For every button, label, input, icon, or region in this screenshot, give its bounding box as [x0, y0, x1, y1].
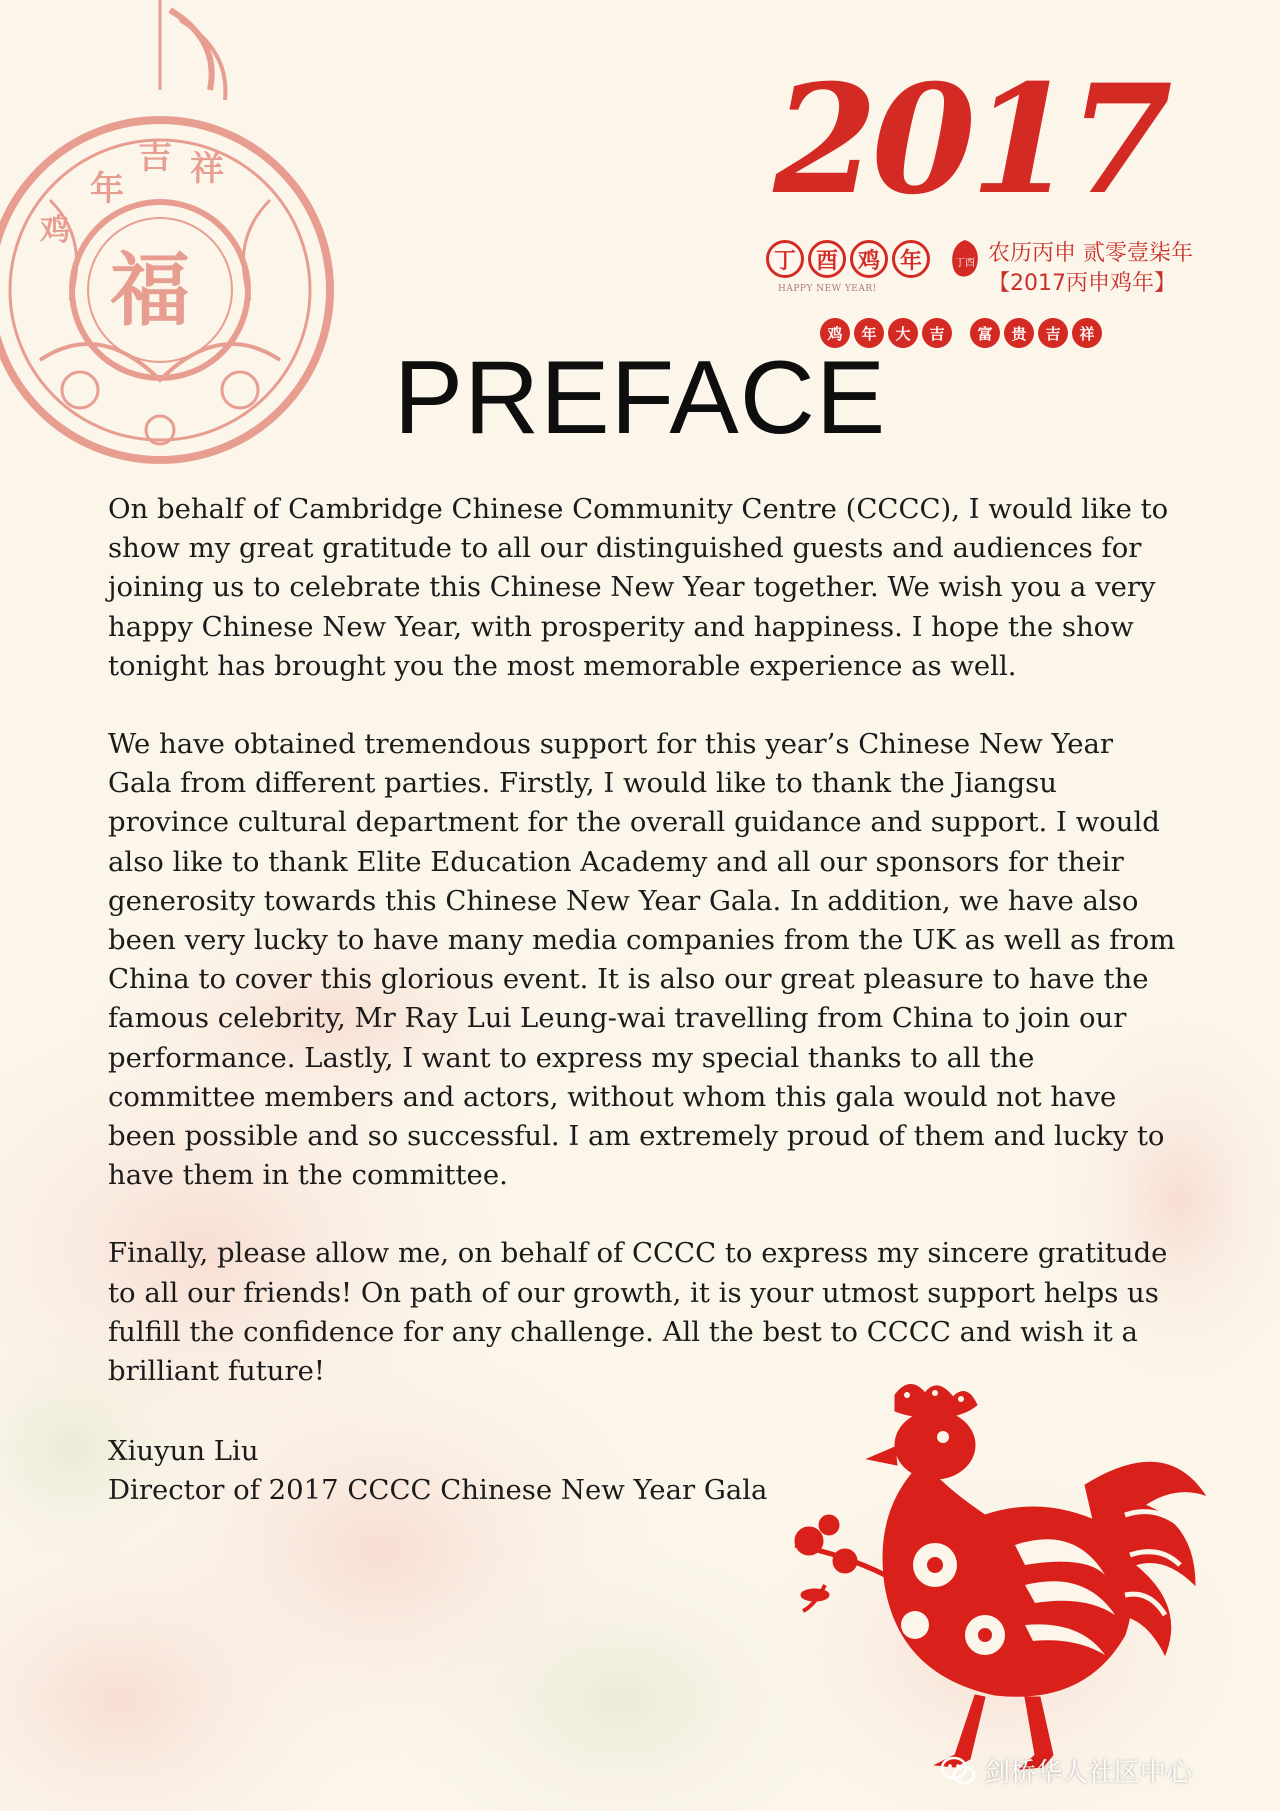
paragraph: We have obtained tremendous support for this year’s Chinese New Year Gala from different parties. Firstly, I would like to thank the Jiangsu province cultural department for the overall guidance and support. I would also like to thank Elite Education Academy and all our sponsors for their generosity towards this Chinese New Year Gala. In addition, we have also been very lucky to have many media companies from the UK as well as from China to cover this glorious event. It is also our great pleasure to have the famous celebrity, Mr Ray Lui Leung-wai travelling from China to join our performance. Lastly, I want to express my special thanks to all the committee members and actors, without whom this gala would not have been possible and so successful. I am extremely proud of them and lucky to have them in the committee.	[108, 728, 1176, 1192]
svg-text:丁酉: 丁酉	[955, 258, 975, 269]
blessing-seal: 祥	[1072, 318, 1102, 348]
blessing-seal: 吉	[1038, 318, 1068, 348]
zodiac-seal: 酉	[808, 240, 846, 278]
paragraph: On behalf of Cambridge Chinese Community Centre (CCCC), I would like to show my great gratitude to all our distinguished guests and audiences for joining us to celebrate this Chinese New Year together. We wish you a very happy Chinese New Year, with prosperity and happiness. I hope the show tonight has brought you the most memorable experience as well.	[108, 493, 1169, 682]
rooster-papercut-icon	[785, 1375, 1215, 1775]
signature-name: Xiuyun Liu	[108, 1435, 259, 1467]
zodiac-seal-row	[766, 240, 930, 278]
zodiac-seal: 年	[892, 240, 930, 278]
blessing-seal: 年	[854, 318, 884, 348]
svg-text:鸡: 鸡	[40, 213, 70, 248]
preface-body	[108, 490, 1178, 1430]
lunar-seal-icon	[948, 238, 982, 282]
svg-text:年: 年	[90, 169, 124, 209]
zodiac-seal: 丁	[766, 240, 804, 278]
zodiac-seal: 鸡	[850, 240, 888, 278]
signature-role: Director of 2017 CCCC Chinese New Year Gala	[108, 1474, 768, 1507]
page-title: PREFACE	[393, 340, 887, 456]
lunar-year-line: 【2017丙申鸡年】	[988, 271, 1176, 296]
blessing-seal: 鸡	[820, 318, 850, 348]
blessing-seal: 富	[970, 318, 1000, 348]
blessing-seal: 贵	[1004, 318, 1034, 348]
happy-new-year-caption: HAPPY NEW YEAR!	[778, 284, 877, 294]
lunar-calendar-line: 农历丙申 贰零壹柒年	[988, 241, 1193, 266]
svg-text:吉: 吉	[138, 137, 172, 177]
svg-text:祥: 祥	[190, 149, 224, 189]
blessing-seal: 吉	[922, 318, 952, 348]
watermark-text: 剑桥华人社区中心	[984, 1758, 1193, 1788]
wechat-watermark	[940, 1752, 1192, 1789]
paragraph: Finally, please allow me, on behalf of CCCC to express my sincere gratitude to all our friends! On path of our growth, it is your utmost support helps us fulfill the confidence for any challenge. All the best to CCCC and wish it a brilliant future!	[108, 1237, 1168, 1388]
blessing-seal: 大	[888, 318, 918, 348]
signature-block	[108, 1432, 767, 1510]
svg-text:福: 福	[110, 243, 190, 337]
wechat-icon	[940, 1756, 976, 1786]
year-header-art	[760, 52, 1220, 360]
year-number: 2017	[773, 52, 1167, 228]
